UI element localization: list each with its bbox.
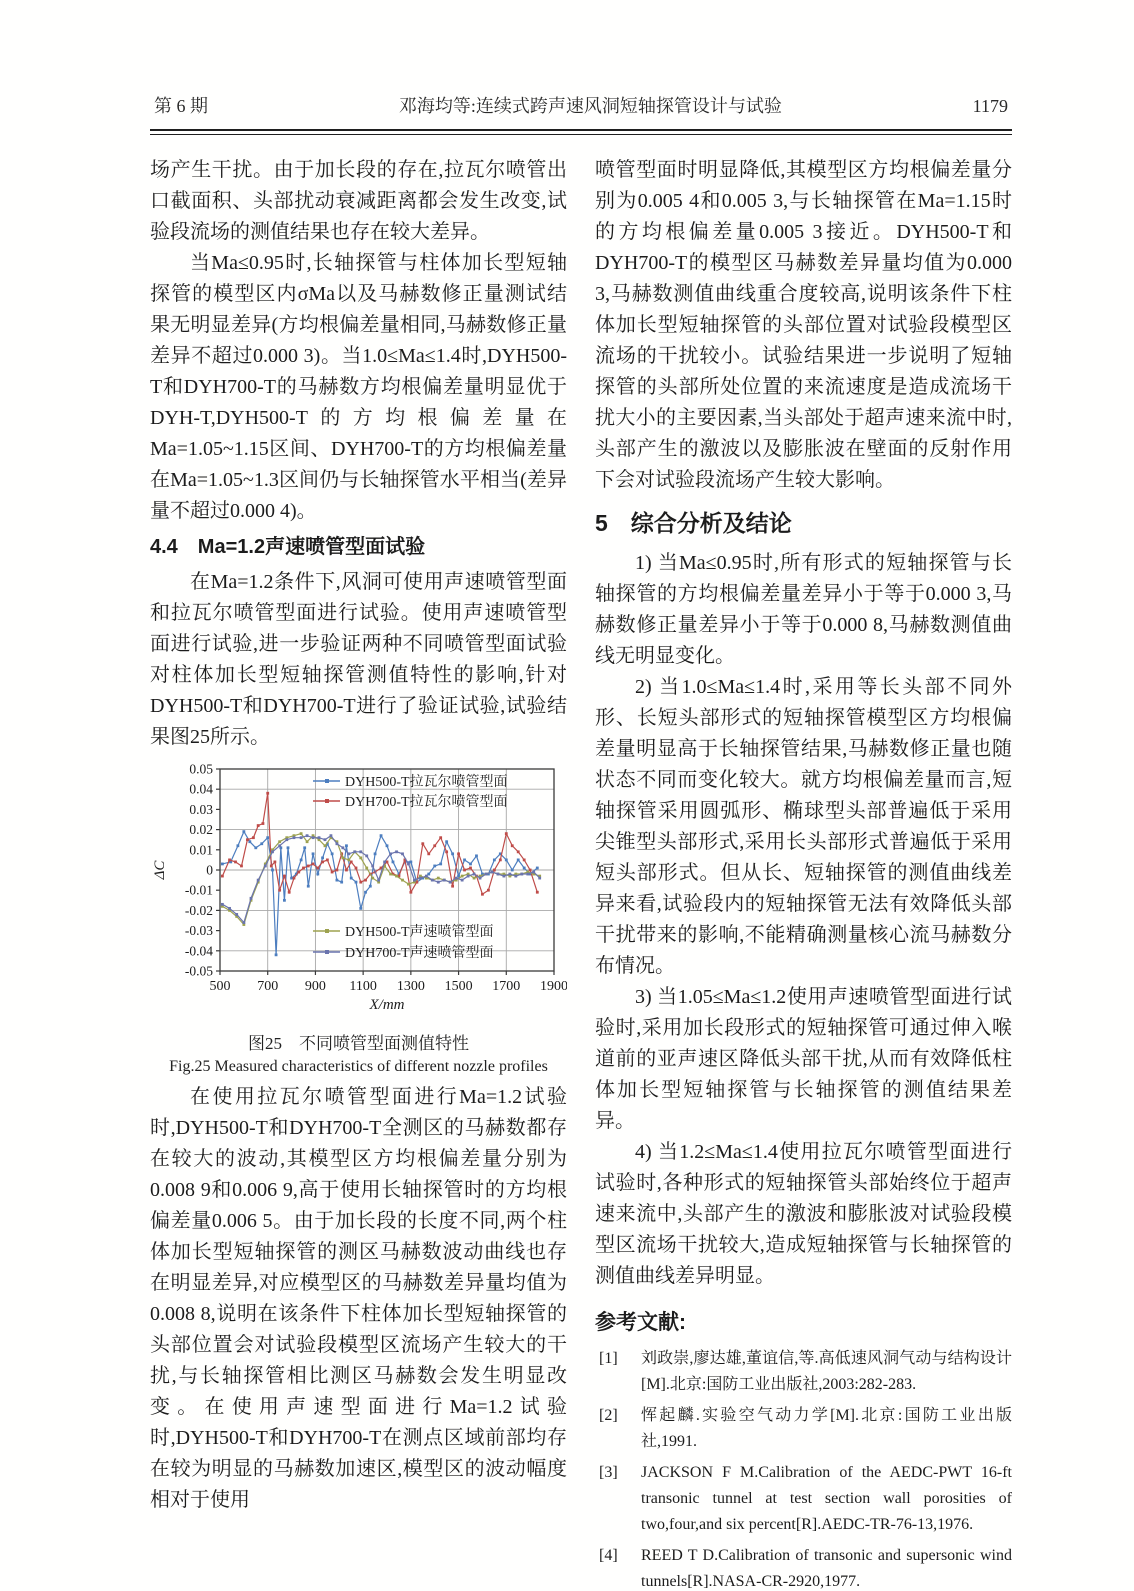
data-marker	[451, 852, 454, 855]
reference-number: [3]	[599, 1464, 618, 1481]
legend-marker	[325, 950, 329, 954]
data-marker	[228, 907, 231, 910]
data-marker	[505, 832, 508, 835]
data-marker	[350, 877, 353, 880]
reference-item	[595, 1403, 1012, 1455]
data-marker	[445, 840, 448, 843]
x-tick-label: 1300	[396, 979, 425, 994]
data-marker	[386, 844, 389, 847]
figure-25-chart	[150, 763, 567, 1018]
legend-label: DYH700-T拉瓦尔喷管型面	[345, 795, 508, 810]
reference-item	[595, 1460, 1012, 1538]
data-marker	[312, 836, 315, 839]
data-marker	[395, 850, 398, 853]
x-tick-label: 900	[304, 979, 326, 994]
data-marker	[380, 834, 383, 837]
data-marker	[365, 867, 368, 870]
data-marker	[505, 859, 508, 862]
data-marker	[383, 861, 386, 864]
data-marker	[451, 885, 454, 888]
data-marker	[345, 844, 348, 847]
data-marker	[307, 885, 310, 888]
legend-marker	[325, 779, 329, 783]
data-marker	[242, 830, 245, 833]
data-marker	[330, 834, 333, 837]
data-marker	[409, 891, 412, 894]
data-marker	[306, 840, 309, 843]
reference-item	[595, 1543, 1012, 1591]
y-tick-label: -0.04	[184, 943, 213, 959]
data-marker	[491, 871, 494, 874]
data-marker	[283, 875, 286, 878]
data-marker	[235, 913, 238, 916]
data-marker	[353, 850, 356, 853]
reference-text: 恽起麟.实验空气动力学[M].北京:国防工业出版社,1991.	[641, 1407, 1012, 1450]
data-marker	[467, 875, 470, 878]
y-tick-label: -0.01	[184, 882, 213, 898]
data-marker	[307, 865, 310, 868]
data-marker	[318, 836, 321, 839]
data-marker	[252, 836, 255, 839]
data-marker	[260, 842, 263, 845]
reference-text: JACKSON F M.Calibration of the AEDC-PWT 16-ft transonic tunnel at test section wall porosities of two,four,and six percent[R].AEDC-TR-76-13,1976.	[641, 1464, 1012, 1533]
conclusion-item: 2) 当1.0≤Ma≤1.4时,采用等长头部不同外形、长短头部形式的短轴探管模型区方均根偏差量明显高于长轴探管结果,马赫数修正量也随状态不同而变化较大。就方均根偏差量而言,短轴探管采用圆弧形、椭球型头部普遍低于采用尖锥型头部形式,采用长头部形式普遍低于采用短头部形式。但从长、短轴探管的测值曲线差异来看,试验段内的短轴探管无法有效降低头部干扰带来的影响,不能精确测量核心流马赫数分布情况。	[595, 676, 1012, 977]
data-marker	[443, 879, 446, 882]
page-content	[150, 92, 1012, 1591]
data-marker	[240, 865, 243, 868]
data-marker	[389, 852, 392, 855]
data-marker	[316, 873, 319, 876]
data-marker	[324, 838, 327, 841]
data-marker	[326, 859, 329, 862]
data-marker	[392, 861, 395, 864]
data-marker	[347, 859, 350, 862]
y-tick-label: -0.03	[184, 923, 213, 939]
data-marker	[248, 840, 251, 843]
data-marker	[421, 842, 424, 845]
data-marker	[293, 877, 296, 880]
data-marker	[407, 863, 410, 866]
data-marker	[473, 873, 476, 876]
y-tick-label: -0.05	[184, 963, 213, 979]
data-marker	[302, 867, 305, 870]
running-title: 邓海均等:连续式跨声速风洞短轴探管设计与试验	[398, 96, 782, 116]
data-marker	[369, 885, 372, 888]
data-marker	[355, 867, 358, 870]
legend-marker	[325, 929, 329, 933]
data-marker	[341, 846, 344, 849]
data-marker	[511, 844, 514, 847]
data-marker	[266, 836, 269, 839]
two-column-body	[150, 155, 1012, 1591]
y-tick-label: 0.05	[189, 763, 213, 777]
data-marker	[419, 877, 422, 880]
data-marker	[288, 891, 291, 894]
data-marker	[359, 881, 362, 884]
data-marker	[413, 879, 416, 882]
data-marker	[359, 850, 362, 853]
data-marker	[303, 846, 306, 849]
data-marker	[503, 875, 506, 878]
data-marker	[487, 889, 490, 892]
data-marker	[278, 840, 281, 843]
data-marker	[389, 873, 392, 876]
data-marker	[300, 832, 303, 835]
data-marker	[437, 881, 440, 884]
references-heading: 参考文献:	[595, 1311, 686, 1334]
data-marker	[427, 873, 430, 876]
data-marker	[485, 873, 488, 876]
paragraph: 场产生干扰。由于加长段的存在,拉瓦尔喷管出口截面积、头部扰动衰减距离都会发生改变,试验段流场的测值结果也存在较大差异。	[150, 159, 567, 243]
paragraph: 当Ma≤0.95时,长轴探管与柱体加长型短轴探管的模型区内σMa以及马赫数修正量测试结果无明显差异(方均根偏差量相同,马赫数修正量差异不超过0.000 3)。当1.0≤Ma≤1.4时,DYH500-T和DYH700-T的马赫数方均根偏差量明显优于DYH-T,DYH500-T的方均根偏差量在Ma=1.05~1.15区间、DYH700-T的方均根偏差量在Ma=1.05~1.3区间仍与长轴探管水平相当(差异量不超过0.000 4)。	[150, 252, 567, 522]
data-marker	[473, 877, 476, 880]
data-marker	[312, 852, 315, 855]
data-marker	[427, 852, 430, 855]
page-number: 1179	[972, 96, 1008, 116]
reference-number: [2]	[599, 1407, 618, 1424]
data-marker	[497, 873, 500, 876]
data-marker	[461, 875, 464, 878]
data-marker	[493, 869, 496, 872]
data-marker	[221, 863, 224, 866]
data-marker	[340, 881, 343, 884]
section-heading-5: 5 综合分析及结论	[595, 510, 792, 536]
y-tick-label: 0	[206, 862, 213, 878]
data-marker	[257, 879, 260, 882]
data-marker	[455, 877, 458, 880]
reference-number: [1]	[599, 1350, 618, 1367]
data-marker	[536, 891, 539, 894]
data-marker	[514, 875, 517, 878]
data-marker	[345, 869, 348, 872]
reference-item	[595, 1346, 1012, 1398]
data-marker	[439, 863, 442, 866]
data-marker	[336, 842, 339, 845]
data-marker	[374, 852, 377, 855]
data-marker	[359, 907, 362, 910]
data-marker	[359, 856, 362, 859]
data-marker	[246, 838, 249, 841]
conclusion-item: 4) 当1.2≤Ma≤1.4使用拉瓦尔喷管型面进行试验时,各种形式的短轴探管头部始终位于超声速来流中,头部产生的激波和膨胀波对试验段模型区流场干扰较大,造成短轴探管与长轴探管的测值曲线差异明显。	[595, 1141, 1012, 1287]
reference-text: 刘政崇,廖达雄,董谊信,等.高低速风洞气动与结构设计[M].北京:国防工业出版社,2003:282-283.	[641, 1350, 1012, 1393]
data-marker	[336, 879, 339, 882]
data-marker	[431, 879, 434, 882]
y-tick-label: 0.03	[189, 801, 213, 817]
data-marker	[445, 850, 448, 853]
data-marker	[523, 859, 526, 862]
x-tick-label: 700	[257, 979, 279, 994]
data-marker	[221, 903, 224, 906]
data-marker	[511, 869, 514, 872]
reference-number: [4]	[599, 1547, 618, 1564]
data-marker	[283, 899, 286, 902]
data-marker	[364, 891, 367, 894]
right-column	[595, 155, 1012, 1591]
data-marker	[520, 873, 523, 876]
data-marker	[287, 846, 290, 849]
data-marker	[469, 863, 472, 866]
data-marker	[306, 834, 309, 837]
data-marker	[517, 850, 520, 853]
data-marker	[347, 852, 350, 855]
data-marker	[300, 836, 303, 839]
data-marker	[517, 859, 520, 862]
x-tick-label: 1700	[492, 979, 521, 994]
data-marker	[331, 852, 334, 855]
data-marker	[234, 861, 237, 864]
data-marker	[324, 844, 327, 847]
y-axis-label: ΔC	[152, 860, 168, 880]
reference-text: REED T D.Calibration of transonic and supersonic wind tunnels[R].NASA-CR-2920,1977.	[641, 1547, 1012, 1590]
data-marker	[469, 867, 472, 870]
data-marker	[461, 879, 464, 882]
data-marker	[409, 861, 412, 864]
data-marker	[523, 867, 526, 870]
data-marker	[371, 865, 374, 868]
data-marker	[457, 852, 460, 855]
data-marker	[538, 877, 541, 880]
data-marker	[273, 861, 276, 864]
data-marker	[425, 875, 428, 878]
figure-25	[150, 763, 567, 1076]
data-marker	[262, 822, 265, 825]
data-marker	[463, 869, 466, 872]
x-tick-label: 1500	[444, 979, 473, 994]
data-marker	[439, 836, 442, 839]
x-tick-label: 500	[209, 979, 231, 994]
data-marker	[475, 854, 478, 857]
legend-label: DYH500-T拉瓦尔喷管型面	[345, 775, 508, 790]
data-marker	[321, 861, 324, 864]
y-tick-label: 0.02	[189, 822, 213, 838]
data-marker	[254, 846, 257, 849]
data-marker	[270, 865, 273, 868]
data-marker	[341, 856, 344, 859]
data-marker	[350, 861, 353, 864]
data-marker	[336, 869, 339, 872]
paragraph: 在Ma=1.2条件下,风洞可使用声速喷管型面和拉瓦尔喷管型面进行试验。使用声速喷管型面进行试验,进一步验证两种不同喷管型面试验对柱体加长型短轴探管测值特性的影响,针对DYH500-T和DYH700-T进行了验证试验,试验结果图25所示。	[150, 571, 567, 748]
legend-label: DYH500-T声速喷管型面	[345, 925, 494, 940]
data-marker	[331, 871, 334, 874]
data-marker	[355, 881, 358, 884]
data-marker	[377, 879, 380, 882]
data-marker	[321, 856, 324, 859]
data-marker	[316, 867, 319, 870]
data-marker	[526, 873, 529, 876]
data-marker	[242, 921, 245, 924]
header-rule	[150, 129, 1012, 135]
data-marker	[536, 867, 539, 870]
data-marker	[365, 854, 368, 857]
x-tick-label: 1100	[349, 979, 377, 994]
figure-caption-en: Fig.25 Measured characteristics of different nozzle profiles	[169, 1058, 548, 1075]
paragraph: 喷管型面时明显降低,其模型区方均根偏差量分别为0.005 4和0.005 3,与长轴探管在Ma=1.15时的方均根偏差量0.005 3接近。DYH500-T和DYH700-T的模型区马赫数差异量均值为0.000 3,马赫数测值曲线重合度较高,说明该条件下柱体加长型短轴探管的头部位置对试验段模型区流场的干扰较小。试验结果进一步说明了短轴探管的头部所处位置的来流速度是造成流场干扰大小的主要因素,当头部处于超声速来流中时,头部产生的激波以及膨胀波在壁面的反射作用下会对试验段流场产生较大影响。	[595, 159, 1012, 491]
data-marker	[221, 875, 224, 878]
data-marker	[290, 877, 293, 880]
data-marker	[508, 873, 511, 876]
data-marker	[250, 897, 253, 900]
data-marker	[529, 869, 532, 872]
data-marker	[278, 889, 281, 892]
conclusion-item: 1) 当Ma≤0.95时,所有形式的短轴探管与长轴探管的方均根偏差量差异小于等于0.000 3,马赫数修正量差异小于等于0.000 8,马赫数测值曲线无明显变化。	[595, 552, 1012, 667]
legend-label: DYH700-T声速喷管型面	[345, 946, 494, 961]
x-axis-label: X/mm	[369, 997, 405, 1013]
data-marker	[401, 879, 404, 882]
data-marker	[401, 852, 404, 855]
data-marker	[499, 859, 502, 862]
data-marker	[364, 879, 367, 882]
data-marker	[266, 792, 269, 795]
data-marker	[457, 875, 460, 878]
data-marker	[481, 893, 484, 896]
data-marker	[407, 883, 410, 886]
y-tick-label: 0.01	[189, 842, 213, 858]
data-marker	[257, 824, 260, 827]
data-marker	[371, 877, 374, 880]
data-marker	[532, 871, 535, 874]
y-tick-label: -0.02	[184, 902, 213, 918]
left-column	[150, 155, 567, 1591]
data-marker	[285, 838, 288, 841]
data-marker	[278, 844, 281, 847]
figure-caption-zh: 图25 不同喷管型面测值特性	[248, 1034, 469, 1053]
page-header	[150, 92, 1012, 118]
data-marker	[297, 871, 300, 874]
data-marker	[264, 865, 267, 868]
data-marker	[395, 875, 398, 878]
data-marker	[437, 877, 440, 880]
data-marker	[271, 850, 274, 853]
data-marker	[433, 865, 436, 868]
legend-marker	[325, 799, 329, 803]
data-marker	[236, 844, 239, 847]
data-marker	[463, 859, 466, 862]
journal-issue: 第 6 期	[154, 96, 208, 116]
paragraph: 在使用拉瓦尔喷管型面进行Ma=1.2试验时,DYH500-T和DYH700-T全测区的马赫数都存在较大的波动,其模型区方均根偏差量分别为0.008 9和0.006 9,高于使用长轴探管时的方均根偏差量0.006 5。由于加长段的长度不同,两个柱体加长型短轴探管的测区马赫数波动曲线也存在明显差异,对应模型区的马赫数差异量均值为0.008 8,说明在该条件下柱体加长型短轴探管的头部位置会对试验段模型区流场产生较大的干扰,与长轴探管相比测区马赫数会发生明显改变。在使用声速型面进行Ma=1.2试验时,DYH500-T和DYH700-T在测点区域前部均存在较为明显的马赫数加速区,模型区的波动幅度相对于使用	[150, 1086, 567, 1511]
data-marker	[493, 859, 496, 862]
data-marker	[300, 859, 303, 862]
section-heading-4-4: 4.4 Ma=1.2声速喷管型面试验	[150, 536, 426, 558]
data-marker	[312, 863, 315, 866]
data-marker	[228, 859, 231, 862]
data-marker	[293, 836, 296, 839]
x-tick-label: 1900	[540, 979, 567, 994]
data-marker	[275, 953, 278, 956]
y-tick-label: 0.04	[189, 781, 213, 797]
data-marker	[433, 844, 436, 847]
data-marker	[271, 869, 274, 872]
conclusion-item: 3) 当1.05≤Ma≤1.2使用声速喷管型面进行试验时,采用加长段形式的短轴探管可通过伸入喉道前的亚声速区降低头部干扰,从而有效降低柱体加长型短轴探管与长轴探管的测值结果差异。	[595, 986, 1012, 1132]
data-marker	[449, 881, 452, 884]
data-marker	[479, 877, 482, 880]
